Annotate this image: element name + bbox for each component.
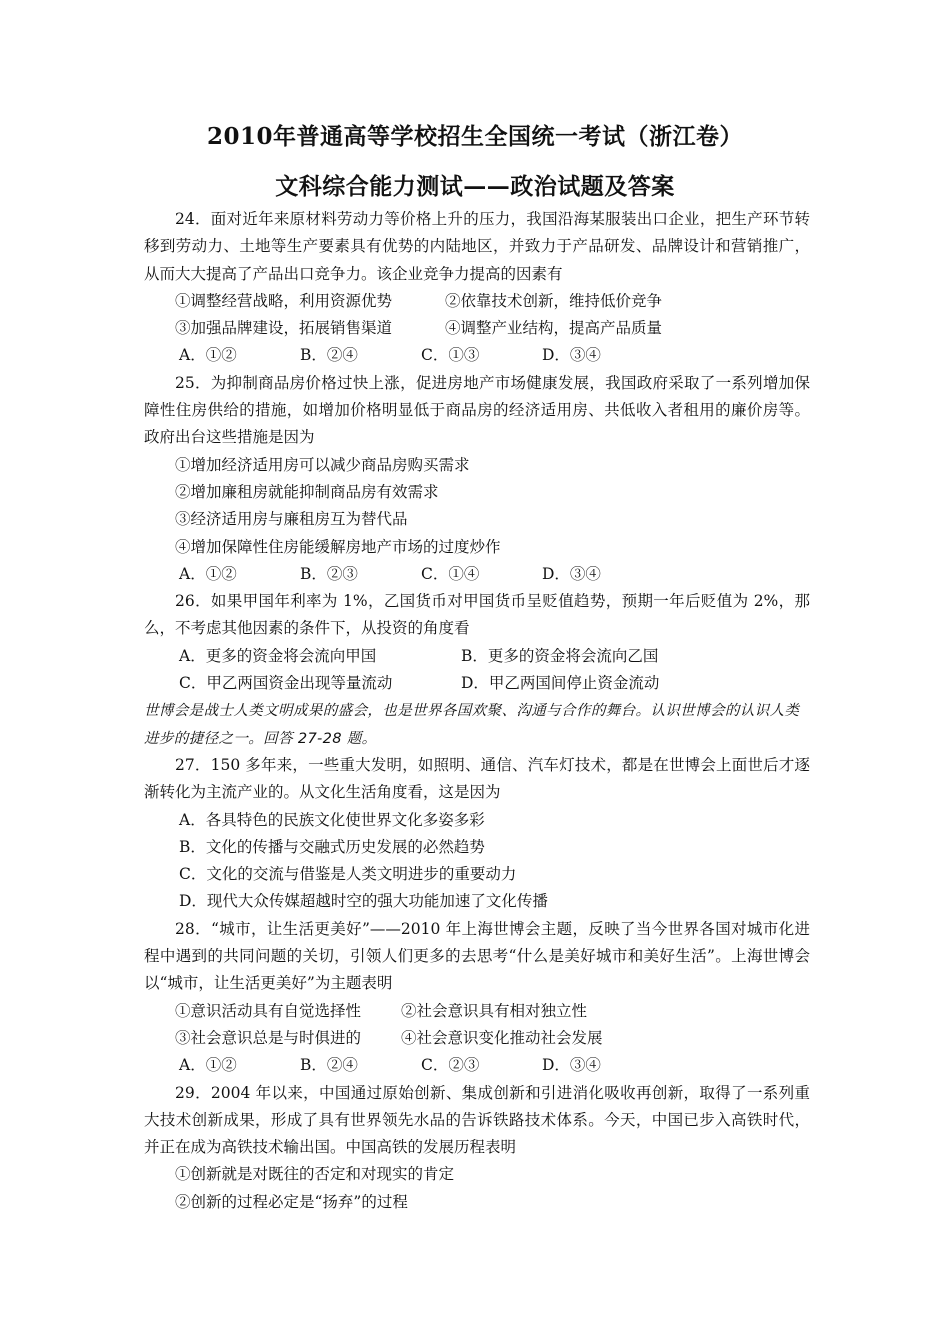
- intro-27-28: 世博会是战士人类文明成果的盛会，也是世界各国欢聚、沟通与合作的舞台。认识世博会的认识人类进步的捷径之一。回答 27-28 题。: [144, 702, 800, 747]
- q24-item-4: ④调整产业结构，提高产品质量: [445, 319, 663, 338]
- q28-item-4: ④社会意识变化推动社会发展: [401, 1028, 603, 1047]
- q27-option-b: B．文化的传播与交融式历史发展的必然趋势: [179, 837, 485, 856]
- q28-item-3: ③社会意识总是与时俱进的: [175, 1028, 362, 1047]
- q25-item-2: ②增加廉租房就能抑制商品房有效需求: [175, 482, 439, 501]
- q24-option-b: B．②④: [300, 346, 358, 365]
- q27-option-a: A．各具特色的民族文化使世界文化多姿多彩: [179, 810, 485, 829]
- q28-option-b: B．②④: [300, 1056, 358, 1075]
- question-28-stem: 28．“城市，让生活更美好”——2010 年上海世博会主题，反映了当今世界各国对城市化进程中遇到的共同问题的关切，引领人们更多的去思考“什么是美好城市和美好生活”。上海世博会以“城市，让生活更美好”为主题表明: [144, 919, 810, 993]
- exam-body: [144, 206, 810, 1216]
- q25-option-a: A．①②: [179, 564, 237, 583]
- question-28-options: [144, 1052, 810, 1079]
- exam-title: 2010年普通高等学校招生全国统一考试（浙江卷）: [206, 123, 743, 150]
- question-25-stem: 25．为抑制商品房价格过快上涨，促进房地产市场健康发展，我国政府采取了一系列增加保障性住房供给的措施，如增加价格明显低于商品房的经济适用房、共低收入者租用的廉价房等。政府出台这些措施是因为: [144, 373, 810, 447]
- question-25-options: [144, 561, 810, 588]
- q28-item-1: ①意识活动具有自觉选择性: [175, 1001, 362, 1020]
- question-26-options-row-1: [144, 643, 810, 670]
- q27-option-c: C．文化的交流与借鉴是人类文明进步的重要动力: [179, 865, 517, 884]
- q25-item-3: ③经济适用房与廉租房互为替代品: [175, 510, 408, 529]
- q24-item-1: ①调整经营战略，利用资源优势: [175, 291, 393, 310]
- q29-item-2: ②创新的过程必定是“扬弃”的过程: [175, 1192, 408, 1211]
- question-28: [144, 916, 810, 1080]
- q28-option-c: C．②③: [421, 1056, 480, 1075]
- exam-subtitle: 文科综合能力测试——政治试题及答案: [275, 173, 675, 200]
- q24-item-2: ②依靠技术创新，维持低价竞争: [445, 291, 663, 310]
- q24-option-c: C．①③: [421, 346, 480, 365]
- question-28-items-row-2: [144, 1025, 810, 1052]
- q26-option-d: D．甲乙两国间停止资金流动: [461, 674, 660, 693]
- q26-option-b: B．更多的资金将会流向乙国: [461, 646, 659, 665]
- question-26-stem: 26．如果甲国年利率为 1%，乙国货币对甲国货币呈贬值趋势，预期一年后贬值为 2%，那么，不考虑其他因素的条件下，从投资的角度看: [144, 592, 810, 638]
- q24-option-a: A．①②: [179, 346, 237, 365]
- q27-option-d: D．现代大众传媒超越时空的强大功能加速了文化传播: [179, 892, 548, 911]
- question-24-options: [144, 342, 810, 369]
- q24-option-d: D．③④: [542, 346, 601, 365]
- q25-item-4: ④增加保障性住房能缓解房地产市场的过度炒作: [175, 537, 501, 556]
- question-24-items-row-2: [144, 315, 810, 342]
- question-27-stem: 27．150 多年来，一些重大发明，如照明、通信、汽车灯技术，都是在世博会上面世后才逐渐转化为主流产业的。从文化生活角度看，这是因为: [144, 755, 810, 802]
- q28-option-d: D．③④: [542, 1056, 601, 1075]
- q28-item-2: ②社会意识具有相对独立性: [401, 1001, 588, 1020]
- q28-option-a: A．①②: [179, 1056, 237, 1075]
- q25-option-b: B．②③: [300, 564, 358, 583]
- question-28-items-row-1: [144, 998, 810, 1025]
- question-26-options-row-2: [144, 670, 810, 697]
- q25-option-c: C．①④: [421, 564, 480, 583]
- q26-option-a: A．更多的资金将会流向甲国: [179, 646, 377, 665]
- question-29-stem: 29．2004 年以来，中国通过原始创新、集成创新和引进消化吸收再创新，取得了一系列重大技术创新成果，形成了具有世界领先水品的告诉铁路技术体系。今天，中国已步入高铁时代，并正在成为高铁技术输出国。中国高铁的发展历程表明: [144, 1083, 810, 1157]
- q25-option-d: D．③④: [542, 564, 601, 583]
- question-24-stem: 24．面对近年来原材料劳动力等价格上升的压力，我国沿海某服装出口企业，把生产环节转移到劳动力、土地等生产要素具有优势的内陆地区，并致力于产品研发、品牌设计和营销推广，从而大大提高了产品出口竞争力。该企业竞争力提高的因素有: [144, 210, 810, 283]
- q25-item-1: ①增加经济适用房可以减少商品房购买需求: [175, 455, 470, 474]
- q24-item-3: ③加强品牌建设，拓展销售渠道: [175, 319, 393, 338]
- q29-item-1: ①创新就是对既往的否定和对现实的肯定: [175, 1165, 455, 1184]
- q26-option-c: C．甲乙两国资金出现等量流动: [179, 674, 393, 693]
- question-24-items-row-1: [144, 288, 810, 315]
